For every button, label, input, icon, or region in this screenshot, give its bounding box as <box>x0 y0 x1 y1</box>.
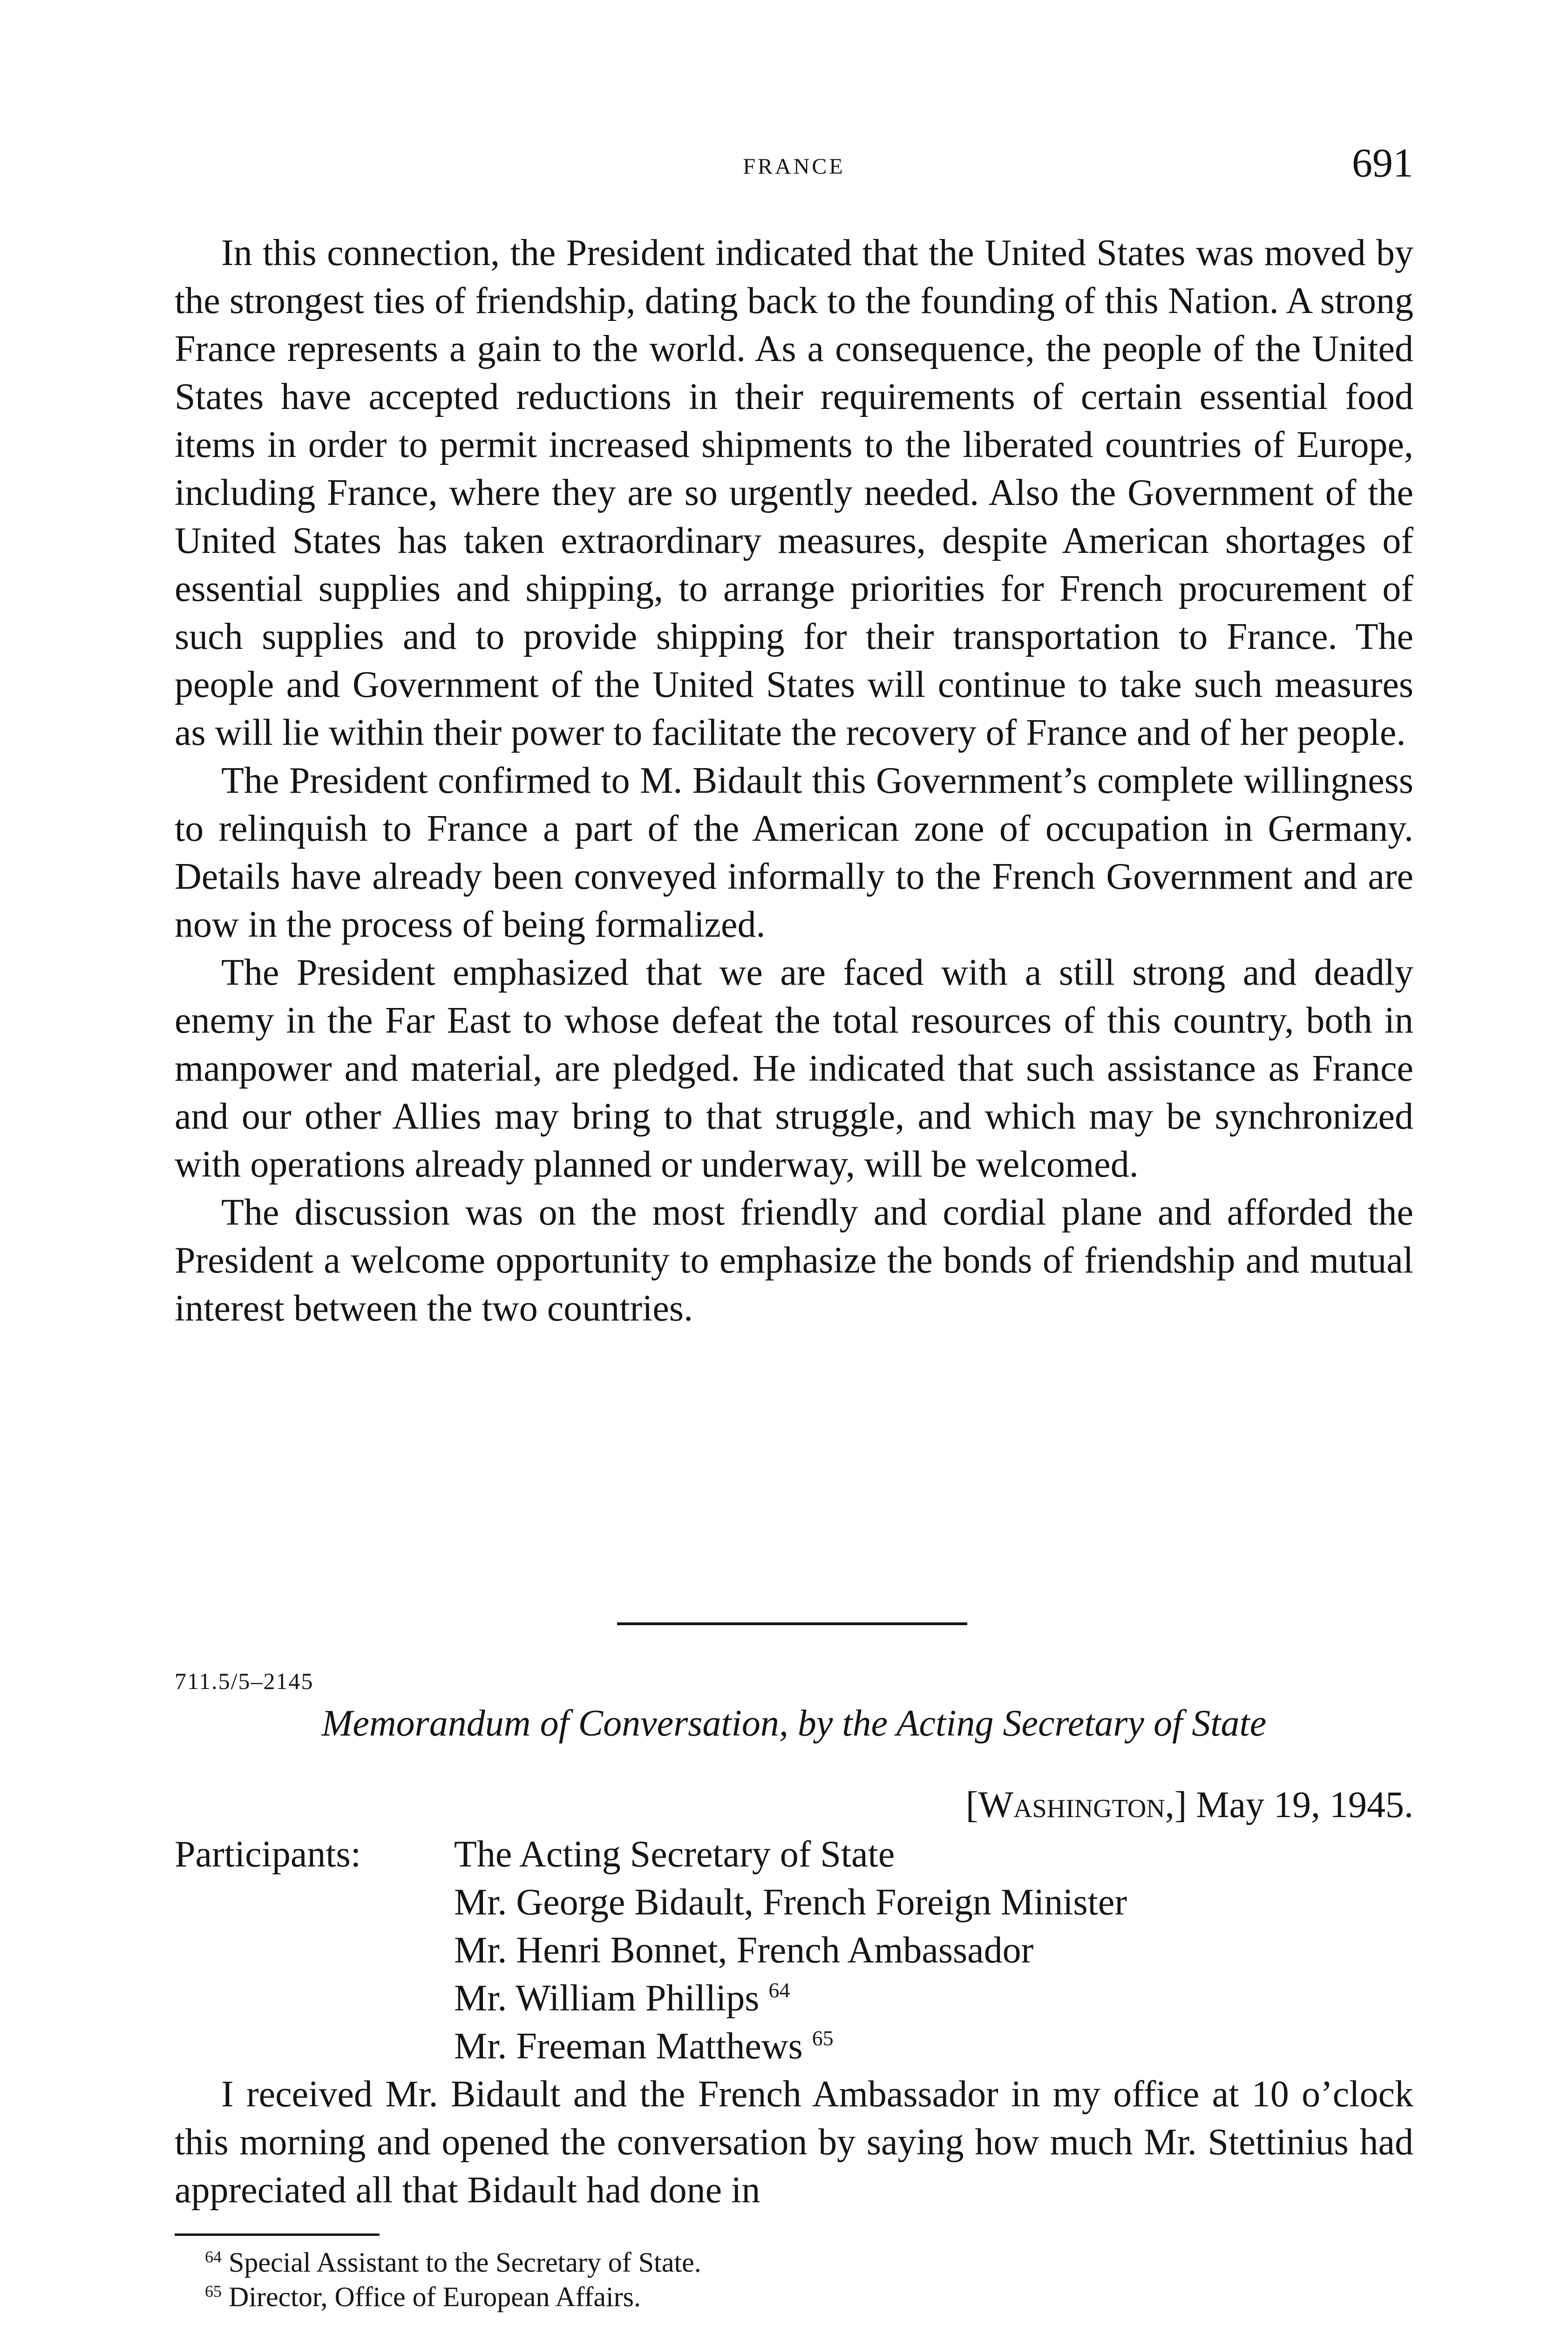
page-header <box>175 140 1413 191</box>
participant <box>454 1831 1413 1879</box>
participant-name: Mr. Freeman Matthews <box>454 2026 803 2067</box>
footnote-number: 64 <box>205 2247 222 2266</box>
body-paragraph: The President confirmed to M. Bidault this Government’s complete willingness to relinquish to France a part of the American zone of occupation in Germany. Details have already been conveyed informally to the French Government and are now in the process of being formalized. <box>175 760 1413 945</box>
memo-title: Memorandum of Conversation, by the Acting Secretary of State <box>321 1703 1267 1744</box>
footnote-text: Director, Office of European Affairs. <box>229 2281 641 2312</box>
footnotes <box>205 2245 1413 2314</box>
participant-name: The Acting Secretary of State <box>454 1834 895 1875</box>
body-paragraph: The President emphasized that we are faced with a still strong and deadly enemy in the Far East to whose defeat the total resources of this country, both in manpower and material, are pledged. He indicated that such assistance as France and our other Allies may bring to that struggle, and which may be synchronized with operations already planned or underway, will be welcomed. <box>175 952 1413 1185</box>
dateline-close: ,] <box>1165 1784 1187 1825</box>
footnote <box>205 2280 1413 2314</box>
section-divider <box>617 1622 967 1625</box>
dateline-date: May 19, 1945. <box>1196 1784 1413 1825</box>
dateline-open: [ <box>965 1784 978 1825</box>
page-number: 691 <box>1352 141 1413 186</box>
participants-block <box>175 1831 1413 2070</box>
memo-paragraph: I received Mr. Bidault and the French Ambassador in my office at 10 o’clock this morning and opened the conversation by saying how much Mr. Stettinius had appreciated all that Bidault had done in <box>175 2074 1413 2211</box>
footnote <box>205 2245 1413 2280</box>
participant-name: Mr. William Phillips <box>454 1978 760 2019</box>
running-head: FRANCE <box>743 154 845 179</box>
footnote-ref: 64 <box>768 1978 790 2002</box>
dateline-place: Washington <box>978 1784 1165 1825</box>
participant <box>454 2023 1413 2070</box>
participant <box>454 1975 1413 2023</box>
file-number: 711.5/5–2145 <box>175 1668 314 1694</box>
participant <box>454 1927 1413 1975</box>
footnote-number: 65 <box>205 2282 222 2301</box>
body-paragraph: The discussion was on the most friendly and cordial plane and afforded the President a welcome opportunity to emphasize the bonds of friendship and mutual interest between the two countries. <box>175 1192 1413 1329</box>
participant <box>454 1879 1413 1927</box>
participant-name: Mr. George Bidault, French Foreign Minister <box>454 1882 1127 1923</box>
body-text <box>175 229 1413 1333</box>
footnote-ref: 65 <box>812 2026 834 2050</box>
footnote-rule <box>175 2234 380 2236</box>
dateline <box>966 1784 1413 1826</box>
participants-label: Participants: <box>175 1834 361 1875</box>
body-paragraph: In this connection, the President indicated that the United States was moved by the strongest ties of friendship, dating back to the founding of this Nation. A strong France represents a gain to the world. As a consequence, the people of the United States have accepted reductions in their requirements of certain essential food items in order to permit increased shipments to the liberated countries of Europe, including France, where they are so urgently needed. Also the Government of the United States has taken extraordinary measures, despite American shortages of essential supplies and shipping, to arrange priorities for French procurement of such supplies and to provide shipping for their transportation to France. The people and Government of the United States will continue to take such measures as will lie within their power to facilitate the recovery of France and of her people. <box>175 232 1413 753</box>
participant-name: Mr. Henri Bonnet, French Ambassador <box>454 1930 1034 1971</box>
memo-body <box>175 2070 1413 2214</box>
footnote-text: Special Assistant to the Secretary of State. <box>229 2247 701 2278</box>
